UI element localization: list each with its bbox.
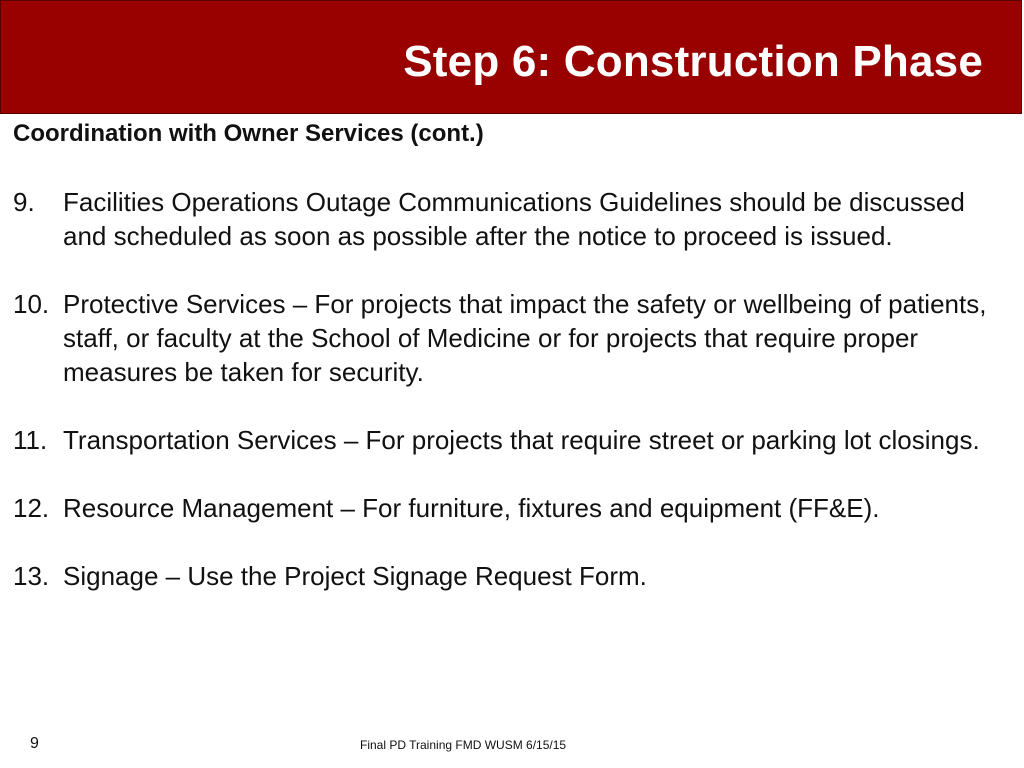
list-item <box>13 559 1013 593</box>
title-bar <box>0 0 1022 114</box>
list-item-text: Resource Management – For furniture, fixtures and equipment (FF&E). <box>63 493 880 523</box>
list-item-number: 10. <box>13 289 50 319</box>
list-item-number: 13. <box>13 561 50 591</box>
list-item <box>13 185 1013 253</box>
list-item <box>13 423 1013 457</box>
list-item-number: 9. <box>13 187 35 217</box>
list-item <box>13 491 1013 525</box>
numbered-list <box>13 185 1013 593</box>
list-item <box>13 287 1013 389</box>
footer-text: Final PD Training FMD WUSM 6/15/15 <box>360 738 567 752</box>
list-item-text: Protective Services – For projects that impact the safety or wellbeing of patients, staff, or faculty at the School of Medicine or for projects that require proper measures be taken for security. <box>63 289 987 387</box>
list-item-number: 12. <box>13 493 50 523</box>
list-item-text: Transportation Services – For projects that require street or parking lot closings. <box>63 425 980 455</box>
list-item-number: 11. <box>13 425 48 455</box>
list-item-text: Facilities Operations Outage Communications Guidelines should be discussed and scheduled as soon as possible after the notice to proceed is issued. <box>63 187 965 251</box>
page-number: 9 <box>30 735 39 752</box>
section-subtitle: Coordination with Owner Services (cont.) <box>13 120 484 147</box>
numbered-list-container <box>13 185 1013 593</box>
list-item-text: Signage – Use the Project Signage Request Form. <box>63 561 647 591</box>
slide-title: Step 6: Construction Phase <box>403 37 983 86</box>
slide-content <box>13 117 1013 627</box>
